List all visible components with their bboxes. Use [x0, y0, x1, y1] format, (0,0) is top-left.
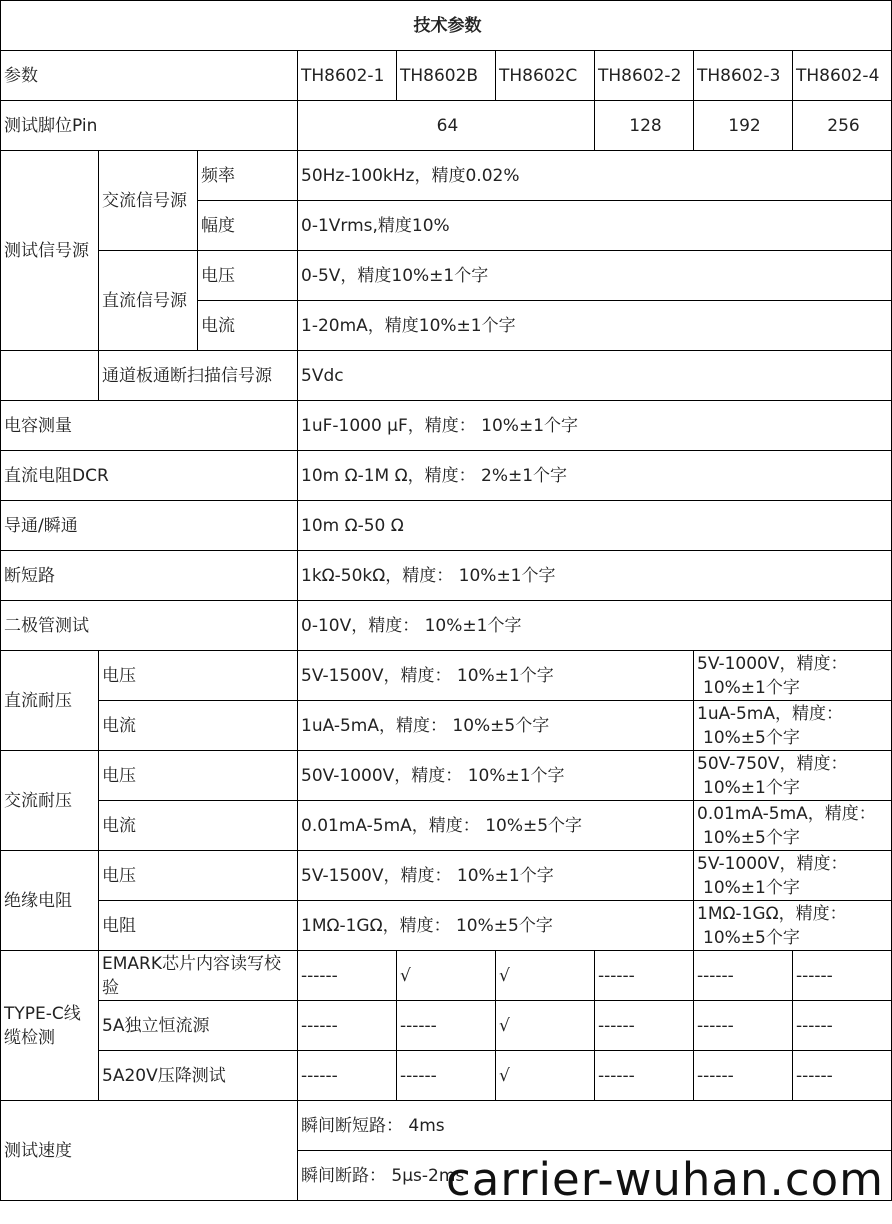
row-value: 1uF-1000 μF，精度： 10%±1个字 [298, 401, 892, 451]
model-header: TH8602-2 [595, 51, 694, 101]
freq-label: 频率 [198, 151, 298, 201]
typec-cell: √ [496, 951, 595, 1001]
typec-cell: ------ [298, 1001, 397, 1051]
pins-value-64: 64 [298, 101, 595, 151]
alt-value [694, 701, 892, 751]
alt-value [694, 751, 892, 801]
freq-row [1, 151, 892, 201]
header-row [1, 51, 892, 101]
typec-label-line2: 缆检测 [4, 1027, 55, 1048]
sub-label: 电阻 [99, 901, 298, 951]
pins-row [1, 101, 892, 151]
capacitance-row [1, 401, 892, 451]
amp-label: 幅度 [198, 201, 298, 251]
row-label: 导通/瞬通 [1, 501, 298, 551]
pins-label: 测试脚位Pin [1, 101, 298, 151]
sub-label: 电流 [99, 801, 298, 851]
typec-cell: ------ [694, 951, 793, 1001]
alt-value-line2: 10%±1个字 [703, 877, 800, 898]
diode-row [1, 601, 892, 651]
continuity-row [1, 501, 892, 551]
ac-withstand-curr-row [1, 801, 892, 851]
scan-label: 通道板通断扫描信号源 [99, 351, 298, 401]
alt-value [694, 901, 892, 951]
row-value: 0-10V，精度： 10%±1个字 [298, 601, 892, 651]
main-value: 1uA-5mA，精度： 10%±5个字 [298, 701, 694, 751]
open-short-row [1, 551, 892, 601]
model-header: TH8602C [496, 51, 595, 101]
alt-value-line2: 10%±1个字 [703, 777, 800, 798]
typec-cell: ------ [793, 1001, 892, 1051]
typec-cell: ------ [298, 951, 397, 1001]
amp-value: 0-1Vrms,精度10% [298, 201, 892, 251]
alt-value-line1: 5V-1000V，精度： [697, 853, 848, 874]
typec-item-name: 5A20V压降测试 [99, 1051, 298, 1101]
row-label: 电容测量 [1, 401, 298, 451]
sub-label: 电压 [99, 751, 298, 801]
typec-emark-row [1, 951, 892, 1001]
model-header: TH8602-4 [793, 51, 892, 101]
typec-cell: √ [496, 1001, 595, 1051]
typec-item-name: 5A独立恒流源 [99, 1001, 298, 1051]
typec-cell: ------ [397, 1001, 496, 1051]
pins-value-192: 192 [694, 101, 793, 151]
group-label: 直流耐压 [1, 651, 99, 751]
alt-value-line1: 0.01mA-5mA，精度： [697, 803, 876, 824]
insulation-volt-row [1, 851, 892, 901]
main-value: 5V-1500V，精度： 10%±1个字 [298, 851, 694, 901]
alt-value [694, 851, 892, 901]
row-value: 1kΩ-50kΩ，精度： 10%±1个字 [298, 551, 892, 601]
dc-volt-label: 电压 [198, 251, 298, 301]
dcr-row [1, 451, 892, 501]
main-value: 0.01mA-5mA，精度： 10%±5个字 [298, 801, 694, 851]
dc-curr-value: 1-20mA，精度10%±1个字 [298, 301, 892, 351]
signal-source-label: 测试信号源 [1, 151, 99, 351]
main-value: 5V-1500V，精度： 10%±1个字 [298, 651, 694, 701]
row-label: 断短路 [1, 551, 298, 601]
alt-value [694, 651, 892, 701]
typec-item-line2: 验 [102, 977, 119, 998]
alt-value-line2: 10%±5个字 [703, 827, 800, 848]
param-header: 参数 [1, 51, 298, 101]
typec-cell: ------ [793, 1051, 892, 1101]
scan-value: 5Vdc [298, 351, 892, 401]
alt-value-line2: 10%±5个字 [703, 927, 800, 948]
alt-value-line1: 1MΩ-1GΩ，精度： [697, 903, 847, 924]
row-value: 10m Ω-50 Ω [298, 501, 892, 551]
speed-label: 测试速度 [1, 1101, 298, 1201]
typec-drop-row [1, 1051, 892, 1101]
typec-cell: ------ [694, 1001, 793, 1051]
sub-label: 电流 [99, 701, 298, 751]
sub-label: 电压 [99, 851, 298, 901]
insulation-res-row [1, 901, 892, 951]
title-row [1, 1, 892, 51]
group-label: 交流耐压 [1, 751, 99, 851]
typec-cell: ------ [595, 1001, 694, 1051]
alt-value-line2: 10%±1个字 [703, 677, 800, 698]
dc-volt-row [1, 251, 892, 301]
model-header: TH8602-3 [694, 51, 793, 101]
row-label: 二极管测试 [1, 601, 298, 651]
freq-value: 50Hz-100kHz，精度0.02% [298, 151, 892, 201]
table-title: 技术参数 [1, 1, 892, 51]
scan-row [1, 351, 892, 401]
model-header: TH8602B [397, 51, 496, 101]
typec-cell: √ [397, 951, 496, 1001]
alt-value [694, 801, 892, 851]
typec-cell: ------ [793, 951, 892, 1001]
pins-value-128: 128 [595, 101, 694, 151]
empty-cell [1, 351, 99, 401]
main-value: 50V-1000V，精度： 10%±1个字 [298, 751, 694, 801]
watermark: carrier-wuhan.com [446, 1153, 884, 1206]
alt-value-line1: 50V-750V，精度： [697, 753, 848, 774]
speed-value: 瞬间断路： 5μs-2ms [298, 1151, 892, 1201]
typec-item-line1: EMARK芯片内容读写校 [102, 953, 281, 974]
sub-label: 电压 [99, 651, 298, 701]
pins-value-256: 256 [793, 101, 892, 151]
ac-source-label: 交流信号源 [99, 151, 198, 251]
alt-value-line2: 10%±5个字 [703, 727, 800, 748]
main-value: 1MΩ-1GΩ，精度： 10%±5个字 [298, 901, 694, 951]
dc-withstand-curr-row [1, 701, 892, 751]
speed-value: 瞬间断短路： 4ms [298, 1101, 892, 1151]
ac-withstand-volt-row [1, 751, 892, 801]
speed-row-1 [1, 1101, 892, 1151]
typec-cell: ------ [298, 1051, 397, 1101]
group-label: 绝缘电阻 [1, 851, 99, 951]
alt-value-line1: 1uA-5mA，精度： [697, 703, 843, 724]
alt-value-line1: 5V-1000V，精度： [697, 653, 848, 674]
typec-cell: ------ [595, 1051, 694, 1101]
dc-source-label: 直流信号源 [99, 251, 198, 351]
typec-item-name [99, 951, 298, 1001]
typec-cell: ------ [595, 951, 694, 1001]
typec-label [1, 951, 99, 1101]
typec-cell: √ [496, 1051, 595, 1101]
typec-cc-row [1, 1001, 892, 1051]
row-label: 直流电阻DCR [1, 451, 298, 501]
dc-volt-value: 0-5V，精度10%±1个字 [298, 251, 892, 301]
typec-cell: ------ [397, 1051, 496, 1101]
dc-curr-label: 电流 [198, 301, 298, 351]
row-value: 10m Ω-1M Ω，精度： 2%±1个字 [298, 451, 892, 501]
dc-withstand-volt-row [1, 651, 892, 701]
typec-cell: ------ [694, 1051, 793, 1101]
model-header: TH8602-1 [298, 51, 397, 101]
typec-label-line1: TYPE-C线 [4, 1003, 81, 1024]
